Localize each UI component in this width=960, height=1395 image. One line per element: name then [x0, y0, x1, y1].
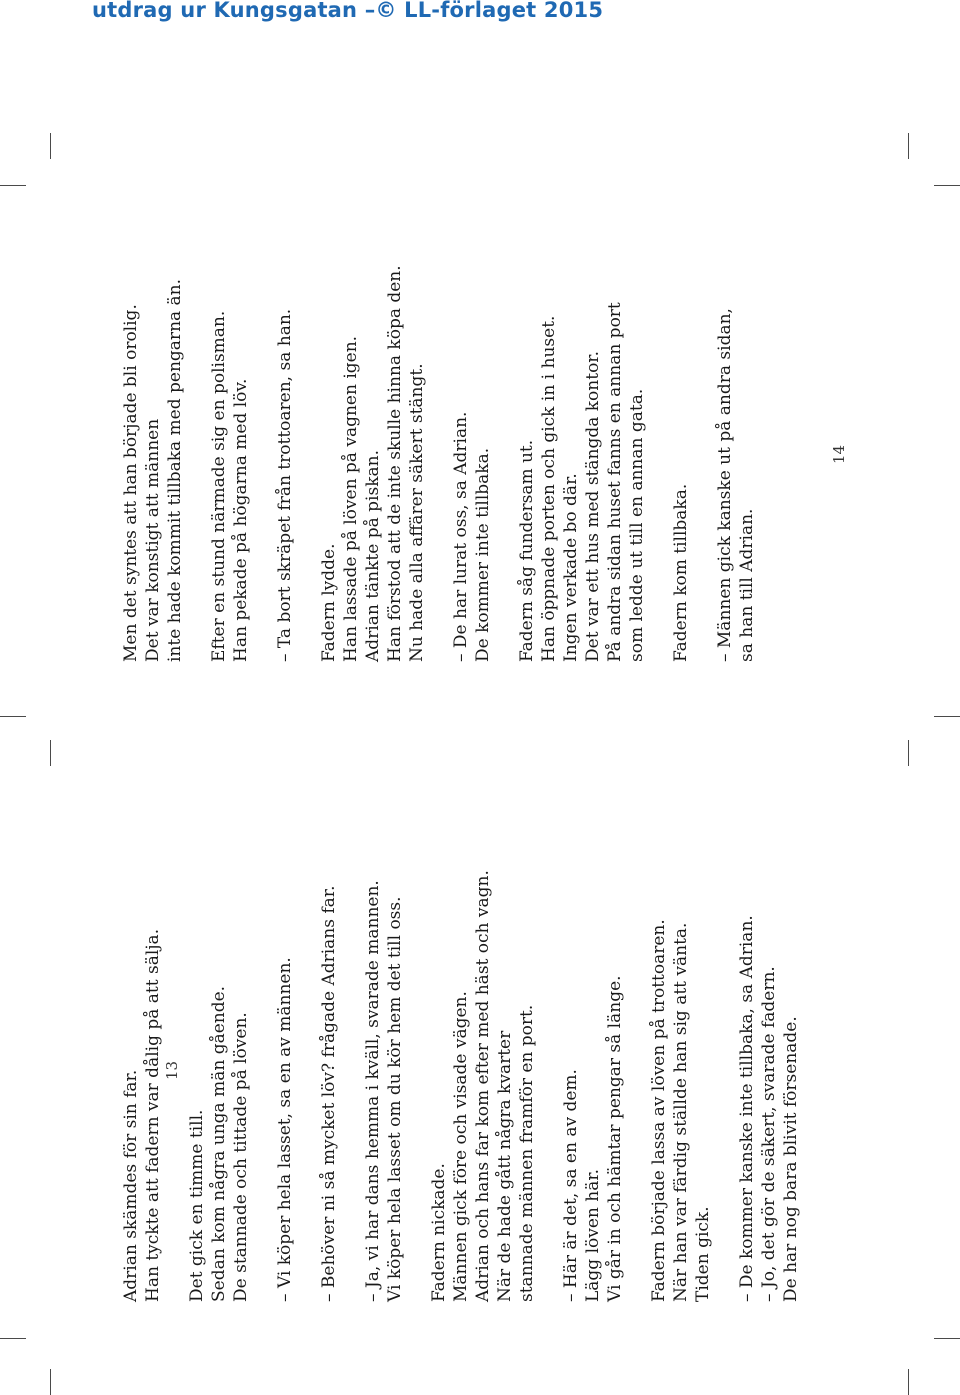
- paragraph-spacer: [692, 265, 714, 662]
- text-line: – Ja, vi har dans hemma i kväll, svarade mannen.: [363, 880, 383, 1302]
- text-line: Det var ett hus med stängda kontor.: [583, 351, 603, 662]
- text-line: – Här är det, sa en av dem.: [561, 1069, 581, 1302]
- text-line: Adrian och hans far kom efter med häst och vagn.: [473, 870, 493, 1302]
- text-line: Han förstod att de inte skulle hinna köpa den.: [385, 265, 405, 662]
- text-line: Sedan kom några unga män gående.: [209, 985, 229, 1302]
- paragraph-spacer: [428, 265, 450, 662]
- text-line: – De har lurat oss, sa Adrian.: [451, 411, 471, 662]
- page-14-text: [120, 265, 758, 662]
- text-line: Fadern kom tillbaka.: [671, 483, 691, 662]
- text-line: Han lassade på löven på vagnen igen.: [341, 335, 361, 662]
- text-line: Fadern lydde.: [319, 543, 339, 662]
- text-line: Adrian tänkte på piskan.: [363, 450, 383, 662]
- text-line: Fadern började lassa av löven på trottoaren.: [649, 919, 669, 1302]
- text-line: Fadern nickade.: [429, 1163, 449, 1302]
- text-line: Tiden gick.: [693, 1206, 713, 1302]
- text-line: Efter en stund närmade sig en polisman.: [209, 310, 229, 662]
- text-line: – Vi köper hela lasset, sa en av männen.: [275, 957, 295, 1302]
- text-line: sa han till Adrian.: [737, 508, 757, 662]
- text-line: Nu hade alla affärer säkert stängt.: [407, 363, 427, 662]
- page-13-text: [120, 870, 802, 1302]
- text-line: Han tyckte att fadern var dålig på att sälja.: [143, 928, 163, 1302]
- paragraph-spacer: [186, 265, 208, 662]
- text-line: – De kommer kanske inte tillbaka, sa Adrian.: [737, 915, 757, 1302]
- text-line: De kommer inte tillbaka.: [473, 447, 493, 662]
- text-line: Vi köper hela lasset om du kör hem det till oss.: [385, 896, 405, 1302]
- text-line: – Männen gick kanske ut på andra sidan,: [715, 308, 735, 662]
- paragraph-spacer: [252, 265, 274, 662]
- paragraph-spacer: [626, 870, 648, 1302]
- text-line: De har nog bara blivit försenade.: [781, 1016, 801, 1302]
- text-line: Han pekade på högarna med löv.: [231, 378, 251, 662]
- crop-mark: [0, 1338, 26, 1339]
- page-number: 14: [830, 444, 848, 464]
- crop-mark: [50, 740, 51, 766]
- document-header-title: utdrag ur Kungsgatan –© LL-förlaget 2015: [92, 0, 604, 22]
- text-line: De stannade och tittade på löven.: [231, 1012, 251, 1302]
- crop-mark: [0, 185, 26, 186]
- text-line: När han var färdig ställde han sig att vänta.: [671, 922, 691, 1302]
- text-line: – Jo, det gör de säkert, svarade fadern.: [759, 966, 779, 1302]
- text-line: När de hade gått några kvarter: [495, 1030, 515, 1302]
- crop-mark: [50, 133, 51, 159]
- text-line: stannade männen framför en port.: [517, 1004, 537, 1302]
- crop-mark: [908, 740, 909, 766]
- text-line: På andra sidan huset fanns en annan port: [605, 302, 625, 662]
- text-line: Ingen verkade bo där.: [561, 473, 581, 662]
- text-line: Det var konstigt att männen: [143, 418, 163, 662]
- paragraph-spacer: [648, 265, 670, 662]
- text-line: – Ta bort skräpet från trottoaren, sa han.: [275, 308, 295, 662]
- text-line: Men det syntes att han började bli orolig.: [121, 304, 141, 662]
- paragraph-spacer: [714, 870, 736, 1302]
- text-line: Männen gick före och visade vägen.: [451, 991, 471, 1302]
- paragraph-spacer: [296, 870, 318, 1302]
- text-line: Fadern såg fundersam ut.: [517, 439, 537, 662]
- text-line: – Behöver ni så mycket löv? frågade Adrians far.: [319, 885, 339, 1302]
- crop-mark: [50, 1369, 51, 1395]
- paragraph-spacer: [252, 870, 274, 1302]
- text-line: inte hade kommit tillbaka med pengarna än.: [165, 278, 185, 662]
- paragraph-spacer: [164, 870, 186, 1302]
- paragraph-spacer: [538, 870, 560, 1302]
- paragraph-spacer: [406, 870, 428, 1302]
- paragraph-spacer: [494, 265, 516, 662]
- text-line: Adrian skämdes för sin far.: [121, 1069, 141, 1302]
- page-number: 13: [163, 1060, 181, 1080]
- text-line: Vi går in och hämtar pengar så länge.: [605, 975, 625, 1302]
- crop-mark: [908, 133, 909, 159]
- crop-mark: [0, 716, 26, 717]
- crop-mark: [934, 1338, 960, 1339]
- text-line: Det gick en timme till.: [187, 1109, 207, 1302]
- paragraph-spacer: [340, 870, 362, 1302]
- crop-mark: [908, 1369, 909, 1395]
- text-line: Lägg löven här.: [583, 1168, 603, 1302]
- paragraph-spacer: [296, 265, 318, 662]
- crop-mark: [934, 185, 960, 186]
- text-line: som ledde ut till en annan gata.: [627, 388, 647, 662]
- crop-mark: [934, 716, 960, 717]
- text-line: Han öppnade porten och gick in i huset.: [539, 315, 559, 662]
